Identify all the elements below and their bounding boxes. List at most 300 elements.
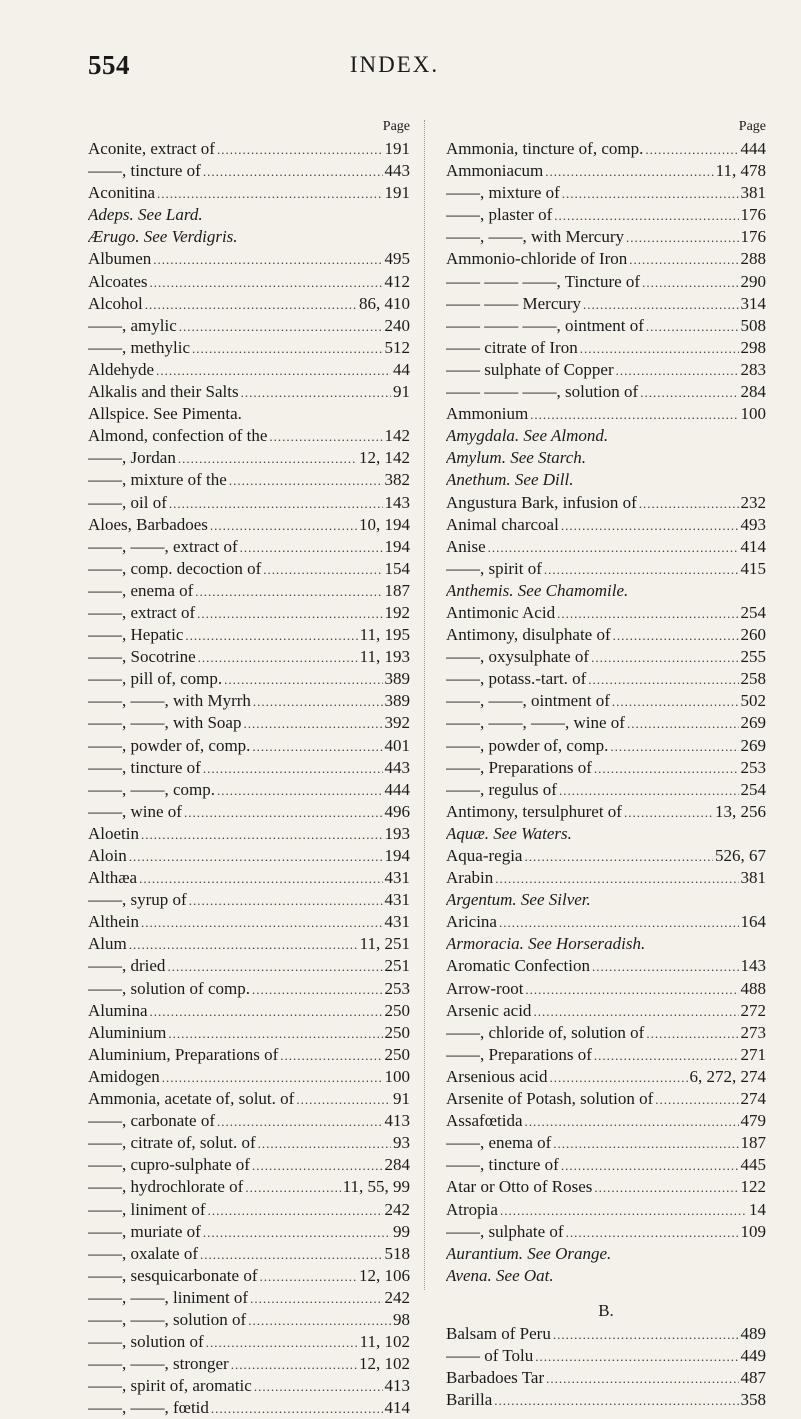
page-column-label: Page: [382, 119, 410, 134]
index-entry: [88, 1000, 410, 1022]
dot-leader: [525, 979, 738, 1000]
entry-term: ——, spirit of, aromatic: [88, 1376, 252, 1396]
dot-leader: [545, 161, 713, 182]
entry-term: Anthemis. See Chamomile.: [446, 580, 629, 600]
dot-leader: [248, 1310, 391, 1331]
entry-page-ref: 495: [384, 249, 410, 269]
entry-term: Ammoniacum: [446, 161, 544, 181]
entry-term: Arrow-root: [446, 978, 524, 998]
entry-page-ref: 493: [740, 514, 766, 534]
index-entry: [446, 1221, 766, 1243]
dot-leader: [211, 1398, 383, 1419]
entry-term: Antimony, disulphate of: [446, 625, 611, 645]
dot-leader: [217, 780, 382, 801]
entry-term: Ammonia, acetate of, solut. of: [88, 1089, 295, 1109]
entry-term: Alum: [88, 934, 127, 954]
index-entry: [446, 955, 766, 977]
entry-term: ——, tincture of: [88, 757, 201, 777]
entry-page-ref: 91: [393, 382, 410, 402]
entry-page-ref: 382: [384, 470, 410, 490]
entry-term: Althein: [88, 912, 139, 932]
index-entry: [88, 624, 410, 646]
entry-term: ——, Hepatic: [88, 625, 184, 645]
entry-term: Angustura Bark, infusion of: [446, 492, 637, 512]
index-entry: [88, 492, 410, 514]
dot-leader: [203, 1222, 391, 1243]
entry-term: ——, sesquicarbonate of: [88, 1265, 258, 1285]
index-entry: [88, 160, 410, 182]
entry-term: Aluminium, Preparations of: [88, 1044, 279, 1064]
entry-term: —— citrate of Iron: [446, 337, 578, 357]
entry-page-ref: 381: [740, 868, 766, 888]
index-entry: [446, 889, 766, 911]
index-entry: [88, 204, 410, 226]
index-entry: [446, 1243, 766, 1265]
dot-leader: [626, 227, 738, 248]
index-entry: [446, 933, 766, 955]
dot-leader: [250, 1288, 382, 1309]
index-entry: [88, 1199, 410, 1221]
entry-page-ref: 389: [384, 691, 410, 711]
dot-leader: [627, 713, 739, 734]
index-entry: [446, 248, 766, 270]
dot-leader: [139, 868, 382, 889]
entry-page-ref: 11, 102: [359, 1332, 410, 1352]
entry-term: ——, ——, comp.: [88, 779, 216, 799]
index-entry: [88, 381, 410, 403]
entry-term: ——, ——, stronger: [88, 1354, 229, 1374]
index-entry: [446, 204, 766, 226]
index-entry: [446, 1199, 766, 1221]
entry-term: ——, ——, with Soap: [88, 713, 242, 733]
index-entry: [446, 315, 766, 337]
index-entry: [88, 182, 410, 204]
entry-term: ——, oil of: [88, 492, 167, 512]
index-entry: [88, 248, 410, 270]
index-entry: [88, 1265, 410, 1287]
index-entry: [88, 1375, 410, 1397]
entry-page-ref: 253: [384, 978, 410, 998]
entry-term: ——, Preparations of: [446, 1044, 592, 1064]
entry-term: Arsenic acid: [446, 1000, 532, 1020]
entry-term: Antimony, tersulphuret of: [446, 801, 622, 821]
dot-leader: [178, 448, 357, 469]
section-heading-b: B.: [598, 1300, 614, 1320]
index-entry: [446, 425, 766, 447]
dot-leader: [535, 1346, 738, 1367]
entry-term: Amidogen: [88, 1066, 160, 1086]
index-list-left: [88, 138, 410, 1419]
entry-term: Aloetin: [88, 823, 139, 843]
dot-leader: [203, 758, 383, 779]
entry-page-ref: 13, 256: [715, 801, 766, 821]
dot-leader: [245, 1177, 340, 1198]
entry-page-ref: 14: [749, 1199, 766, 1219]
index-entry: [446, 359, 766, 381]
dot-leader: [241, 382, 391, 403]
index-entry: [446, 801, 766, 823]
dot-leader: [624, 802, 713, 823]
entry-page-ref: 288: [740, 249, 766, 269]
index-entry: [446, 735, 766, 757]
dot-leader: [259, 1266, 357, 1287]
dot-leader: [229, 470, 383, 491]
index-entry: [88, 138, 410, 160]
entry-term: ——, ——, solution of: [88, 1309, 247, 1329]
entry-term: ——, methylic: [88, 337, 190, 357]
dot-leader: [642, 272, 738, 293]
dot-leader: [580, 338, 739, 359]
dot-leader: [616, 360, 739, 381]
index-entry: [446, 1022, 766, 1044]
index-entry: [88, 558, 410, 580]
index-entry: [446, 978, 766, 1000]
dot-leader: [200, 1244, 383, 1265]
entry-term: Ammonio-chloride of Iron: [446, 249, 628, 269]
index-entry: [446, 1323, 766, 1345]
dot-leader: [129, 846, 383, 867]
dot-leader: [557, 603, 738, 624]
index-entry: [446, 1066, 766, 1088]
entry-term: —— of Tolu: [446, 1345, 534, 1365]
dot-leader: [145, 294, 357, 315]
entry-page-ref: 526, 67: [715, 846, 766, 865]
index-entry: [446, 668, 766, 690]
entry-page-ref: 298: [740, 337, 766, 357]
entry-page-ref: 192: [384, 602, 410, 622]
entry-page-ref: 191: [384, 183, 410, 203]
index-entry: [446, 779, 766, 801]
entry-page-ref: 413: [384, 1111, 410, 1131]
dot-leader: [210, 515, 357, 536]
dot-leader: [640, 382, 738, 403]
entry-page-ref: 12, 142: [359, 448, 410, 468]
dot-leader: [583, 294, 738, 315]
entry-term: ——, muriate of: [88, 1221, 201, 1241]
column-divider: [424, 120, 425, 1290]
entry-term: —— —— ——, Tincture of: [446, 271, 641, 291]
dot-leader: [559, 780, 739, 801]
entry-term: ——, ——, ——, wine of: [446, 713, 625, 733]
entry-term: ——, tincture of: [446, 1155, 559, 1175]
entry-page-ref: 258: [740, 669, 766, 689]
dot-leader: [500, 1200, 747, 1221]
entry-term: ——, solution of comp.: [88, 978, 250, 998]
entry-page-ref: 11, 193: [359, 647, 410, 667]
entry-page-ref: 272: [740, 1000, 766, 1020]
dot-leader: [208, 1200, 383, 1221]
index-entry: [88, 757, 410, 779]
entry-page-ref: 271: [740, 1044, 766, 1064]
entry-term: Aurantium. See Orange.: [446, 1243, 612, 1263]
index-entry: [88, 226, 410, 248]
entry-page-ref: 283: [740, 359, 766, 379]
dot-leader: [206, 1332, 358, 1353]
entry-term: Argentum. See Silver.: [446, 890, 591, 910]
entry-term: Aromatic Confection: [446, 956, 590, 976]
index-entry: [88, 1287, 410, 1309]
index-entry: [88, 1066, 410, 1088]
entry-term: Avena. See Oat.: [446, 1265, 554, 1285]
index-entry: [446, 1345, 766, 1367]
entry-page-ref: 143: [384, 492, 410, 512]
index-entry: [446, 1110, 766, 1132]
entry-term: ——, ——, liniment of: [88, 1287, 249, 1307]
entry-page-ref: 176: [740, 227, 766, 247]
entry-page-ref: 251: [384, 956, 410, 976]
index-entry: [446, 867, 766, 889]
entry-term: ——, liniment of: [88, 1199, 206, 1219]
dot-leader: [594, 1177, 738, 1198]
entry-term: —— sulphate of Copper: [446, 359, 614, 379]
page-number: 554: [88, 50, 130, 80]
entry-page-ref: 445: [740, 1155, 766, 1175]
dot-leader: [280, 1045, 382, 1066]
index-entry: [88, 646, 410, 668]
entry-page-ref: 86, 410: [359, 293, 410, 313]
dot-leader: [645, 139, 738, 160]
dot-leader: [562, 183, 739, 204]
dot-leader: [156, 360, 391, 381]
dot-leader: [533, 1001, 738, 1022]
index-entry: [88, 403, 410, 425]
index-entry: [446, 1367, 766, 1389]
entry-term: ——, plaster of: [446, 205, 553, 225]
entry-term: ——, ——, extract of: [88, 536, 238, 556]
entry-page-ref: 11, 251: [359, 934, 410, 954]
dot-leader: [553, 1324, 739, 1345]
entry-term: ——, regulus of: [446, 779, 557, 799]
entry-term: ——, mixture of: [446, 183, 560, 203]
entry-page-ref: 290: [740, 271, 766, 291]
entry-page-ref: 142: [384, 426, 410, 446]
index-entry: [88, 315, 410, 337]
index-entry: [88, 690, 410, 712]
dot-leader: [185, 625, 357, 646]
entry-term: ——, extract of: [88, 602, 196, 622]
dot-leader: [591, 647, 738, 668]
entry-page-ref: 250: [384, 1000, 410, 1020]
entry-term: Atar or Otto of Roses: [446, 1177, 593, 1197]
entry-page-ref: 122: [740, 1177, 766, 1197]
index-entry: [446, 1000, 766, 1022]
entry-page-ref: 412: [384, 271, 410, 291]
entry-term: ——, pill of, comp.: [88, 669, 223, 689]
index-entry: [88, 801, 410, 823]
dot-leader: [157, 183, 382, 204]
entry-term: ——, carbonate of: [88, 1111, 215, 1131]
entry-page-ref: 392: [384, 713, 410, 733]
entry-term: ——, cupro-sulphate of: [88, 1155, 250, 1175]
dot-leader: [153, 249, 382, 270]
entry-page-ref: 100: [740, 404, 766, 424]
entry-term: Ammonia, tincture of, comp.: [446, 139, 644, 158]
entry-page-ref: 164: [740, 912, 766, 932]
index-entry: [446, 271, 766, 293]
entry-term: ——, enema of: [446, 1133, 552, 1153]
index-entry: [446, 1265, 766, 1287]
entry-term: Armoracia. See Horseradish.: [446, 934, 646, 954]
entry-page-ref: 143: [740, 956, 766, 976]
index-entry: [88, 1044, 410, 1066]
dot-leader: [655, 1089, 738, 1110]
entry-term: Alcoates: [88, 271, 148, 291]
index-entry: [446, 138, 766, 160]
entry-page-ref: 389: [384, 669, 410, 689]
entry-page-ref: 502: [740, 691, 766, 711]
entry-page-ref: 11, 478: [715, 161, 766, 181]
index-entry: [88, 845, 410, 867]
dot-leader: [179, 316, 383, 337]
entry-term: Aloes, Barbadoes: [88, 514, 208, 534]
entry-term: Allspice. See Pimenta.: [88, 404, 242, 424]
entry-page-ref: 358: [740, 1390, 766, 1410]
entry-page-ref: 269: [740, 735, 766, 755]
index-entry: [88, 1022, 410, 1044]
index-entry: [88, 514, 410, 536]
entry-term: ——, spirit of: [446, 558, 542, 578]
entry-term: Alumina: [88, 1000, 148, 1020]
entry-page-ref: 93: [393, 1133, 410, 1153]
index-entry: [88, 447, 410, 469]
index-entry: [88, 536, 410, 558]
entry-term: Animal charcoal: [446, 514, 559, 534]
index-entry: [88, 1154, 410, 1176]
entry-page-ref: 508: [740, 315, 766, 335]
entry-term: Aricina: [446, 912, 497, 932]
entry-page-ref: 443: [384, 161, 410, 181]
dot-leader: [566, 1222, 739, 1243]
index-entry: [88, 271, 410, 293]
entry-page-ref: 488: [740, 978, 766, 998]
index-entry: [88, 867, 410, 889]
dot-leader: [224, 669, 382, 690]
entry-term: ——, citrate of, solut. of: [88, 1133, 256, 1153]
entry-term: Aconitina: [88, 183, 156, 203]
entry-page-ref: 91: [393, 1089, 410, 1109]
dot-leader: [588, 669, 738, 690]
entry-page-ref: 489: [740, 1323, 766, 1343]
entry-page-ref: 255: [740, 647, 766, 667]
entry-term: Atropia: [446, 1199, 498, 1219]
entry-term: Aqua-regia: [446, 846, 523, 865]
entry-term: ——, ——, fœtid: [88, 1398, 209, 1418]
entry-term: —— —— Mercury: [446, 293, 582, 313]
index-entry: [88, 293, 410, 315]
index-entry: [88, 735, 410, 757]
entry-page-ref: 401: [384, 735, 410, 755]
entry-page-ref: 187: [740, 1133, 766, 1153]
dot-leader: [629, 249, 738, 270]
entry-page-ref: 414: [384, 1398, 410, 1418]
entry-page-ref: 44: [393, 359, 410, 379]
entry-page-ref: 479: [740, 1111, 766, 1131]
entry-term: ——, comp. decoction of: [88, 558, 262, 578]
index-entry: [88, 1221, 410, 1243]
entry-page-ref: 250: [384, 1022, 410, 1042]
index-entry: [446, 226, 766, 248]
entry-term: Aluminium: [88, 1022, 167, 1042]
index-entry: [446, 558, 766, 580]
entry-term: Aloin: [88, 846, 127, 865]
index-entry: [446, 1044, 766, 1066]
entry-page-ref: 431: [384, 890, 410, 910]
index-entry: [446, 447, 766, 469]
index-entry: [446, 823, 766, 845]
dot-leader: [524, 1111, 738, 1132]
dot-leader: [243, 713, 382, 734]
entry-page-ref: 487: [740, 1368, 766, 1388]
index-entry: [88, 712, 410, 734]
entry-term: —— —— ——, ointment of: [446, 315, 644, 335]
entry-term: ——, chloride of, solution of: [446, 1022, 645, 1042]
entry-page-ref: 6, 272, 274: [689, 1066, 766, 1086]
entry-term: Arsenite of Potash, solution of: [446, 1089, 654, 1109]
index-entry: [446, 602, 766, 624]
dot-leader: [258, 1133, 391, 1154]
index-entry: [88, 425, 410, 447]
entry-page-ref: 176: [740, 205, 766, 225]
entry-page-ref: 431: [384, 868, 410, 888]
entry-term: Almond, confection of the: [88, 426, 268, 446]
dot-leader: [217, 1111, 383, 1132]
entry-term: ——, tincture of: [88, 161, 201, 181]
entry-page-ref: 260: [740, 625, 766, 645]
index-list-right: [446, 138, 766, 1287]
dot-leader: [198, 647, 358, 668]
dot-leader: [192, 338, 383, 359]
entry-page-ref: 444: [384, 779, 410, 799]
index-entry: [88, 955, 410, 977]
dot-leader: [168, 1023, 382, 1044]
entry-page-ref: 415: [740, 558, 766, 578]
index-entry: [446, 690, 766, 712]
running-title: INDEX.: [349, 52, 440, 77]
page-column-label: Page: [738, 119, 766, 134]
entry-page-ref: 496: [384, 801, 410, 821]
index-entry: [446, 1154, 766, 1176]
index-entry: [88, 359, 410, 381]
entry-page-ref: 381: [740, 183, 766, 203]
dot-leader: [217, 139, 383, 160]
index-entry: [88, 1176, 410, 1198]
entry-page-ref: 242: [384, 1287, 410, 1307]
entry-page-ref: 414: [740, 536, 766, 556]
dot-leader: [149, 272, 382, 293]
entry-term: Balsam of Peru: [446, 1323, 551, 1343]
dot-leader: [488, 537, 739, 558]
entry-page-ref: 194: [384, 536, 410, 556]
index-entry: [446, 492, 766, 514]
index-entry: [446, 1132, 766, 1154]
entry-page-ref: 98: [393, 1309, 410, 1329]
index-entry: [88, 1110, 410, 1132]
dot-leader: [594, 1045, 739, 1066]
dot-leader: [141, 824, 383, 845]
entry-page-ref: 242: [384, 1199, 410, 1219]
index-entry: [446, 514, 766, 536]
dot-leader: [553, 1133, 738, 1154]
dot-leader: [610, 736, 738, 757]
entry-page-ref: 100: [384, 1066, 410, 1086]
entry-term: Antimonic Acid: [446, 602, 556, 622]
entry-term: ——, wine of: [88, 801, 182, 821]
entry-page-ref: 274: [740, 1089, 766, 1109]
entry-term: Adeps. See Lard.: [88, 205, 203, 225]
dot-leader: [252, 979, 383, 1000]
index-entry: [446, 469, 766, 491]
entry-term: —— —— ——, solution of: [446, 382, 639, 402]
